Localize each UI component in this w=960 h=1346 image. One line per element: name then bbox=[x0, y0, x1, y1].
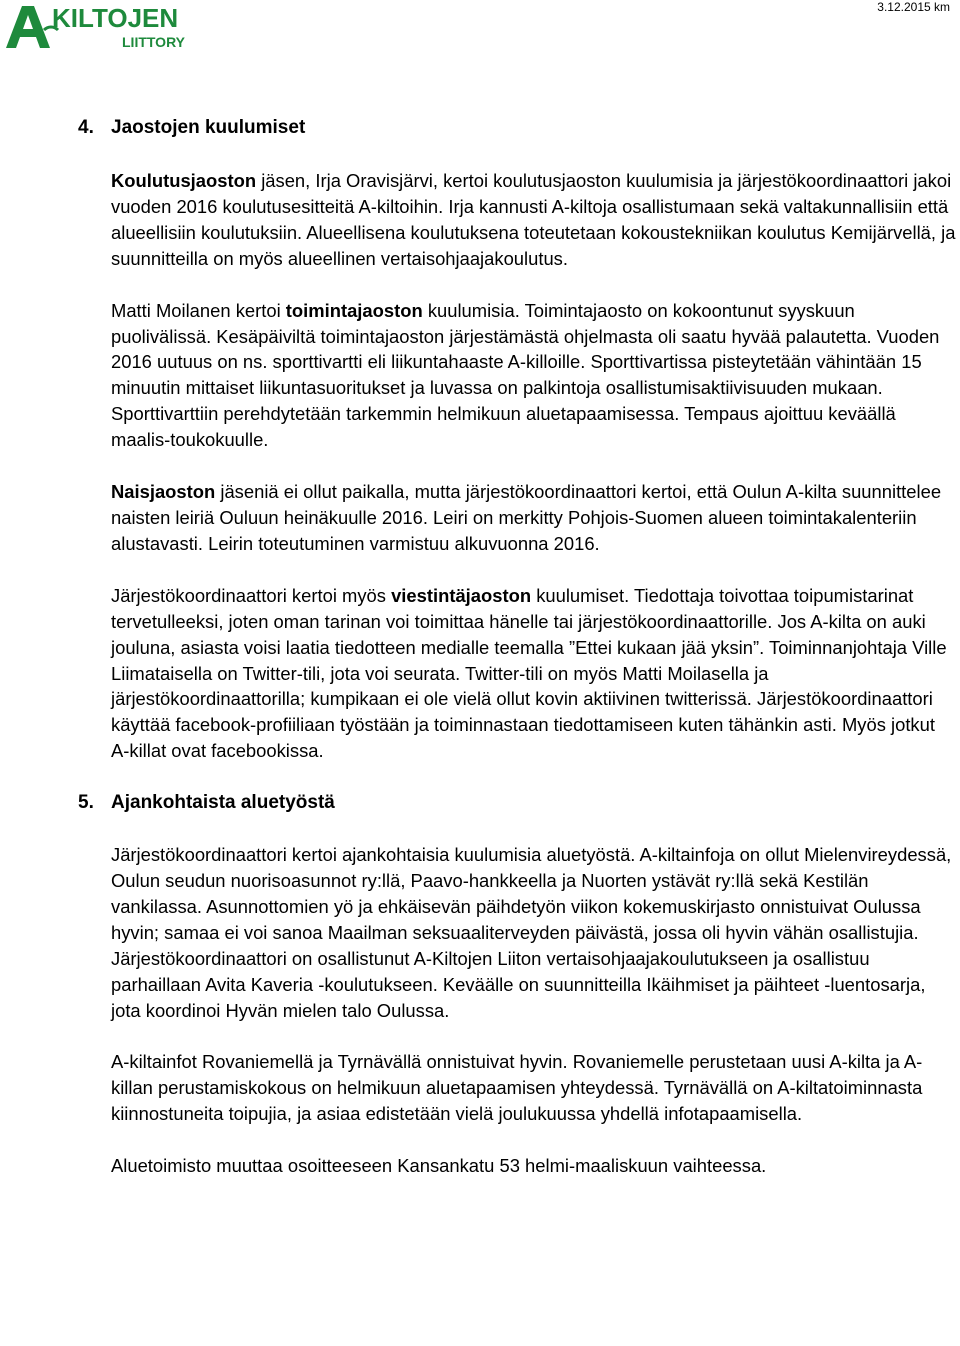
document-date: 3.12.2015 km bbox=[877, 0, 950, 14]
paragraph-text: jäseniä ei ollut paikalla, mutta järjestökoordinaattori kertoi, että Oulun A-kilta suunnittelee naisten leiriä Ouluun heinäkuulle 2016. Leiri on merkitty Pohjois-Suomen alueen toimintakalenteriin alustavasti. Leirin toteutuminen varmistuu alkuvuonna 2016. bbox=[111, 481, 942, 554]
paragraph-aluetoimisto: Aluetoimisto muuttaa osoitteeseen Kansankatu 53 helmi-maaliskuun vaihteessa. bbox=[111, 1155, 767, 1177]
document-body bbox=[78, 115, 956, 1179]
paragraph-naisjaosto bbox=[111, 479, 956, 557]
bold-term: toimintajaoston bbox=[285, 299, 423, 321]
logo-text-top: KILTOJEN bbox=[52, 4, 179, 33]
section-number: 4. bbox=[78, 117, 94, 138]
bold-term: Koulutusjaoston bbox=[111, 170, 257, 191]
logo-graphic bbox=[4, 4, 194, 50]
paragraph-aluetyo: Järjestökoordinaattori kertoi ajankohtaisia kuulumisia aluetyöstä. A-kiltainfoja on ollut Mielenvireydessä, Oulun seudun nuorisoasunnot ry:llä, Paavo-hankkeella ja Nuorten ystävät ry:llä sekä Kestilän vankilassa. Asunnottomien yö ja ehkäisevän päihdetyön viikon kokemuskirjasto onnistuivat Oulussa hyvin; samaa ei voi sanoa Maailman seksuaaliterveyden päivästä, jossa oli hyvin vähän osallistujia. Järjestökoordinaattori on osallistunut A-Kiltojen Liiton vertaisohjaajakoulutukseen ja osallistuu parhaillaan Avita Kaveria -koulutukseen. Keväälle on suunnitteilla Ikäihmiset ja päihteet -luentosarja, jota koordinoi Hyvän mielen talo Oulussa. bbox=[111, 844, 952, 1021]
paragraph-kiltainfot: A-kiltainfot Rovaniemellä ja Tyrnävällä onnistuivat hyvin. Rovaniemelle perustetaan uusi A-kilta ja A-killan perustamiskokous on helmikuun aluetapaamisen yhteydessä. Tyrnävällä on A-kiltatoiminnasta kiinnostuneita toipujia, ja asiaa edistetään vielä joulukuussa yhdellä infotapaamisella. bbox=[111, 1051, 923, 1125]
paragraph-koulutusjaosto bbox=[111, 168, 956, 272]
logo-text-bottom: LIITTORY bbox=[122, 34, 185, 50]
bold-term: viestintäjaoston bbox=[391, 584, 532, 606]
section-number: 5. bbox=[78, 792, 94, 814]
paragraph-text: kuulumisia. Toimintajaosto on kokoontunut syyskuun puolivälissä. Kesäpäiviltä toimintajaoston järjestämästä ohjelmasta oli saatu hyvää palautetta. Vuoden 2016 uutuus on ns. sporttivartti eli liikuntahaaste A-killoille. Sporttivartissa pisteytetään vähintään 15 minuutin mittaiset liikuntasuoritukset ja luvassa on palkintoja osallistumisaktiivisuuden mukaan. Sporttivarttiin perehdytetään tarkemmin helmikuun aluetapaamisessa. Tempaus ajoittuu keväällä maalis-toukokuulle. bbox=[111, 299, 940, 451]
section-title: Jaostojen kuulumiset bbox=[111, 117, 306, 138]
paragraph-toimintajaosto bbox=[111, 298, 956, 453]
paragraph-text: kuulumiset. Tiedottaja toivottaa toipumistarinat tervetulleeksi, joten oman tarinan voi toimittaa hänelle tai järjestökoordinaattorille. Jos A-kilta on auki jouluna, asiasta voisi laatia tiedotteen medialle teemalla ”Ettei kukaan jää yksin”. Toiminnanjohtaja Ville Liimataisella on Twitter-tili, jota voi seurata. Twitter-tili on myös Matti Moilasella ja järjestökoordinaattorilla; kumpikaan ei ole vielä ollut kovin aktiivinen twitterissä. Järjestökoordinaattori käyttää facebook-profiiliaan työstään ja toiminnastaan tiedottamiseen kuten tähänkin asti. Myös jotkut A-killat ovat facebookissa. bbox=[111, 584, 947, 762]
section-heading-4 bbox=[78, 115, 956, 141]
section-title: Ajankohtaista aluetyöstä bbox=[111, 792, 335, 814]
paragraph-text: Järjestökoordinaattori kertoi myös bbox=[111, 584, 392, 606]
paragraph-text: Matti Moilanen kertoi bbox=[111, 299, 286, 321]
a-kiltojen-liitto-logo bbox=[4, 4, 194, 50]
paragraph-viestintajaosto bbox=[111, 583, 956, 764]
section-heading-5 bbox=[78, 790, 956, 816]
paragraph-text: jäsen, Irja Oravisjärvi, kertoi koulutusjaoston kuulumisia ja järjestökoordinaattori jakoi vuoden 2016 koulutusesitteitä A-kiltoihin. Irja kannusti A-kiltoja osallistumaan sekä valtakunnallisiin että alueellisiin koulutuksiin. Alueellisena koulutuksena toteutetaan kokoustekniikan koulutus Kemijärvellä, ja suunnitteilla on myös alueellinen vertaisohjaajakoulutus. bbox=[111, 170, 956, 269]
bold-term: Naisjaoston bbox=[111, 481, 216, 503]
